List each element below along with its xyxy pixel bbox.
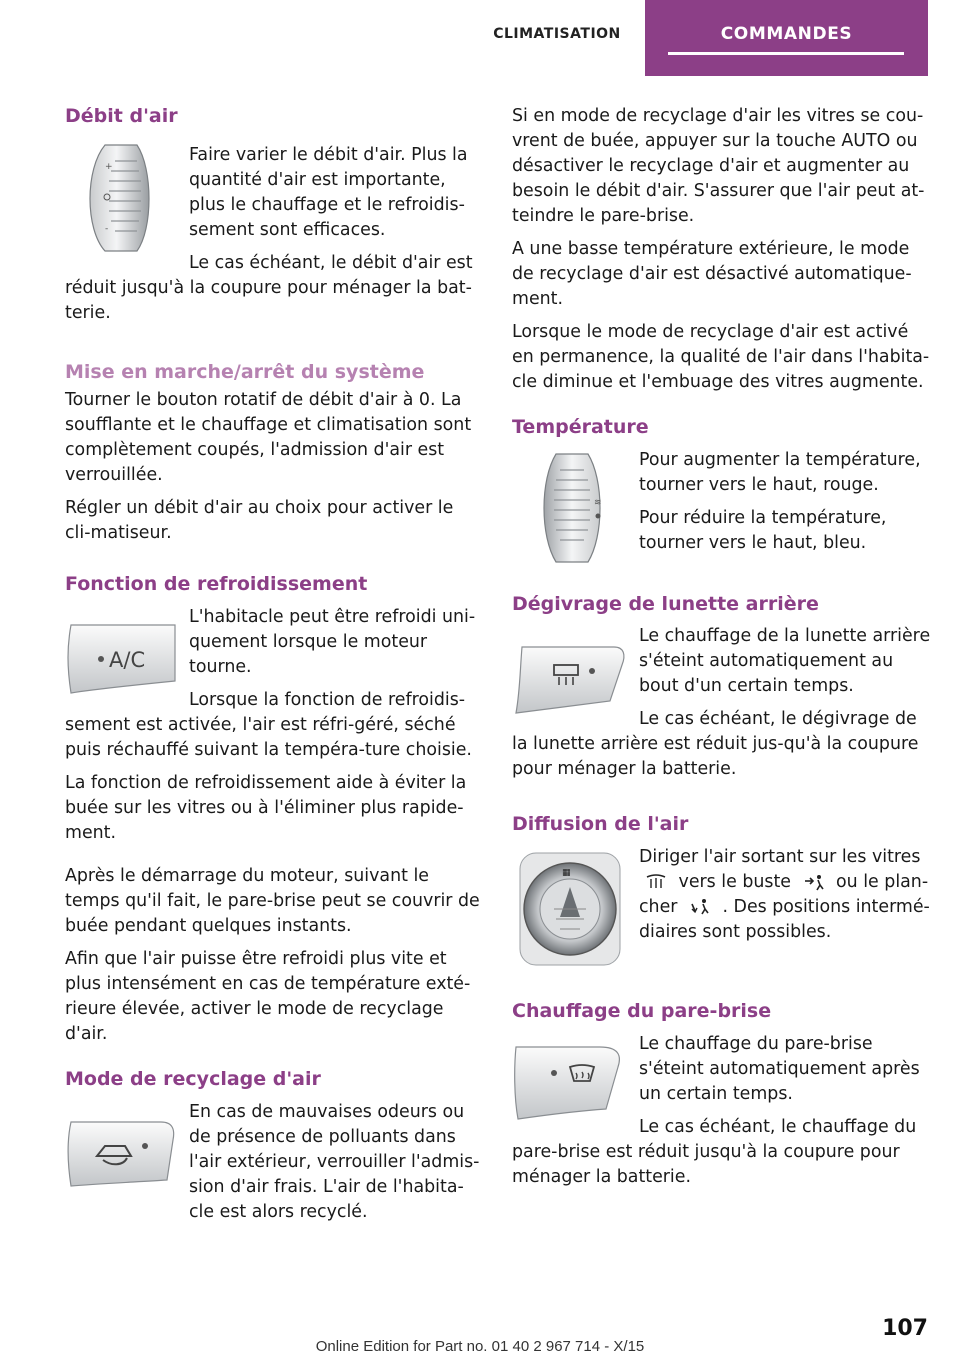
section-marche-arret xyxy=(65,360,480,547)
rear-defrost-icon xyxy=(512,626,627,726)
diffusion-text-2: vers le buste xyxy=(678,872,791,893)
paragraph: Tourner le bouton rotatif de débit d'air à 0. La soufflante et le chauffage et climatisation sont complètement coupés, l'admission d'air est verrouillée. xyxy=(65,390,472,486)
paragraph: Pour augmenter la température, tourner vers le haut, rouge. xyxy=(639,449,921,495)
diffusion-text-4: . Des positions intermé-diaires sont possibles. xyxy=(639,897,930,943)
air-distribution-knob-icon xyxy=(512,847,627,971)
section-title: Diffusion de l'air xyxy=(512,813,689,836)
paragraph: Si en mode de recyclage d'air les vitres se cou-vrent de buée, appuyer sur la touche AUTO ou désactiver le recyclage d'air et augmenter au besoin le débit d'air. S'assurer que l'air peut at-teindre le pare-brise. xyxy=(512,106,925,226)
windshield-heat-icon xyxy=(512,1034,627,1130)
section-debit-air xyxy=(65,104,480,334)
face-vent-icon xyxy=(803,873,825,891)
paragraph: Le chauffage du pare-brise s'éteint automatiquement après un certain temps. xyxy=(639,1033,920,1104)
paragraph: A une basse température extérieure, le mode de recyclage d'air est désactivé automatique-ment. xyxy=(512,239,912,309)
section-recyclage-suite xyxy=(512,104,932,395)
paragraph: Lorsque le mode de recyclage d'air est activé en permanence, la qualité de l'air dans l'habita-cle diminue et l'embuage des vitres augmente. xyxy=(512,322,930,392)
section-title: Dégivrage de lunette arrière xyxy=(512,592,819,615)
ac-button-icon xyxy=(65,607,177,707)
header-tab xyxy=(645,0,928,76)
paragraph: Pour réduire la température, tourner vers le haut, bleu. xyxy=(639,507,887,553)
temperature-knob-icon xyxy=(512,450,627,566)
section-title: Débit d'air xyxy=(65,105,178,127)
page-number: 107 xyxy=(882,1316,928,1341)
paragraph: En cas de mauvaises odeurs ou de présence de polluants dans l'air extérieur, verrouiller l'admis-sion d'air frais. L'air de l'habita-cle est alors recyclé. xyxy=(189,1101,480,1222)
paragraph: La fonction de refroidissement aide à éviter la buée sur les vitres ou à l'éliminer plus rapide-ment. xyxy=(65,773,467,844)
section-temperature xyxy=(512,415,932,572)
section-subtitle: Mise en marche/arrêt du système xyxy=(65,360,425,383)
paragraph: Le chauffage de la lunette arrière s'éteint automatiquement au bout d'un certain temps. xyxy=(639,626,931,697)
section-diffusion xyxy=(512,812,932,977)
airflow-knob-icon xyxy=(65,139,177,257)
floor-vent-icon xyxy=(689,898,711,916)
section-title: Température xyxy=(512,416,649,438)
paragraph: Le cas échéant, le chauffage du pare-brise est réduit jusqu'à la coupure pour ménager la batterie. xyxy=(512,1116,917,1187)
ac-button-label: A/C xyxy=(109,648,146,673)
paragraph: Afin que l'air puisse être refroidi plus vite et plus intensément en cas de température exté-rieure élevée, activer le mode de recyclage d'air. xyxy=(65,949,471,1045)
svg-text:≋: ≋ xyxy=(593,497,602,508)
footer-edition-text: Online Edition for Part no. 01 40 2 967 714 - X/15 xyxy=(315,1338,645,1355)
section-degivrage xyxy=(512,592,932,791)
left-column xyxy=(65,104,480,1259)
svg-text:+: + xyxy=(105,161,113,172)
section-title: Chauffage du pare-brise xyxy=(512,1000,772,1023)
paragraph: Faire varier le débit d'air. Plus la quantité d'air est importante, plus le chauffage et le refroidis-sement sont efficaces. xyxy=(189,144,468,240)
section-pare-brise xyxy=(512,999,932,1198)
section-refroidissement xyxy=(65,572,480,1047)
section-title: Fonction de refroidissement xyxy=(65,573,368,596)
footer-edition xyxy=(0,1338,960,1355)
paragraph: Lorsque la fonction de refroidis-sement est activée, l'air est réfri-géré, séché puis réchauffé suivant la tempéra-ture choisie. xyxy=(65,690,472,761)
header-tab-label: COMMANDES xyxy=(720,24,853,44)
diffusion-text-1: Diriger l'air sortant sur les vitres xyxy=(639,847,921,868)
section-recyclage xyxy=(65,1067,480,1233)
recirculation-icon xyxy=(65,1102,177,1198)
right-column xyxy=(512,104,932,1224)
diffusion-text-3: ou le plan-cher xyxy=(639,872,929,918)
svg-text:-: - xyxy=(105,223,109,234)
section-title: Mode de recyclage d'air xyxy=(65,1068,321,1091)
svg-text:▦: ▦ xyxy=(561,868,571,879)
windshield-icon xyxy=(645,873,667,891)
paragraph: Le cas échéant, le dégivrage de la lunette arrière est réduit jus-qu'à la coupure pour ménager la batterie. xyxy=(512,709,919,780)
paragraph: Après le démarrage du moteur, suivant le temps qu'il fait, le pare-brise peut se couvrir de buée pendant quelques instants. xyxy=(65,866,480,937)
paragraph: Le cas échéant, le débit d'air est réduit jusqu'à la coupure pour ménager la bat-terie. xyxy=(65,252,473,323)
paragraph: L'habitacle peut être refroidi uni-quement lorsque le moteur tourne. xyxy=(189,607,476,678)
paragraph: Régler un débit d'air au choix pour activer le cli-matiseur. xyxy=(65,498,454,544)
header-section-label: CLIMATISATION xyxy=(493,26,621,42)
